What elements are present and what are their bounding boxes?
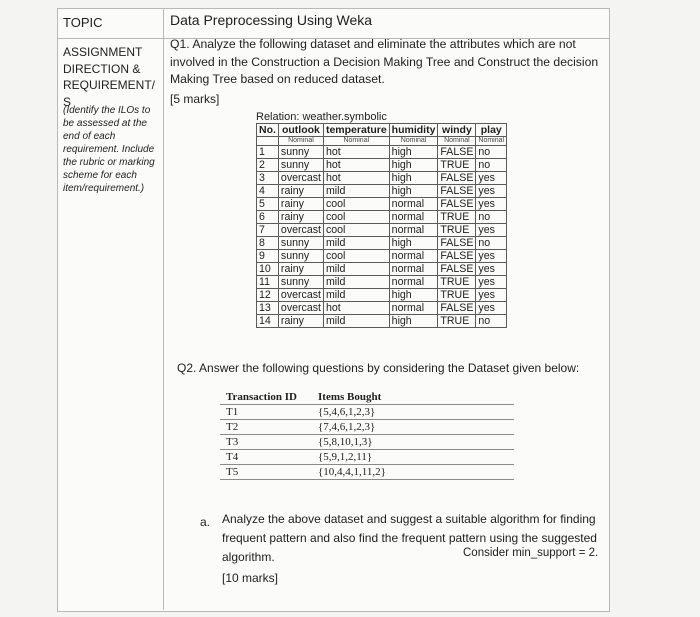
table-cell: 11 — [257, 276, 279, 289]
table-cell: no — [476, 159, 507, 172]
table-cell: TRUE — [438, 224, 476, 237]
table-cell: {5,9,1,2,11} — [312, 450, 514, 465]
table-cell: mild — [323, 289, 389, 302]
table-cell: 4 — [257, 185, 279, 198]
table-cell: FALSE — [438, 185, 476, 198]
table-cell: no — [476, 237, 507, 250]
table-cell: TRUE — [438, 315, 476, 328]
table-cell: normal — [389, 211, 438, 224]
column-type: Nominal — [278, 137, 323, 146]
table-cell: yes — [476, 185, 507, 198]
column-type: Nominal — [323, 137, 389, 146]
table-row — [257, 237, 507, 250]
table-cell: high — [389, 289, 438, 302]
table-cell: normal — [389, 263, 438, 276]
table-cell: hot — [323, 159, 389, 172]
column-type: Nominal — [438, 137, 476, 146]
question-2-text: Q2. Answer the following questions by considering the Dataset given below: — [177, 361, 580, 375]
table-cell: FALSE — [438, 198, 476, 211]
table-row — [257, 289, 507, 302]
table-cell: normal — [389, 276, 438, 289]
table-cell: rainy — [278, 198, 323, 211]
topic-title: Data Preprocessing Using Weka — [170, 12, 373, 28]
column-header: humidity — [389, 124, 438, 137]
table-cell: high — [389, 172, 438, 185]
table-cell: yes — [476, 172, 507, 185]
table-cell: normal — [389, 198, 438, 211]
table-cell: overcast — [278, 224, 323, 237]
table-cell: {5,4,6,1,2,3} — [312, 405, 514, 420]
table-cell: T5 — [220, 465, 312, 480]
table-cell: rainy — [278, 185, 323, 198]
table-cell: T2 — [220, 420, 312, 435]
question-1-marks: [5 marks] — [170, 92, 220, 106]
table-row — [257, 315, 507, 328]
table-cell: TRUE — [438, 276, 476, 289]
weather-header-row — [257, 124, 507, 137]
table-cell: 8 — [257, 237, 279, 250]
table-row — [257, 276, 507, 289]
column-type: Nominal — [476, 137, 507, 146]
table-cell: FALSE — [438, 250, 476, 263]
table-cell: yes — [476, 198, 507, 211]
table-cell: hot — [323, 302, 389, 315]
table-cell: high — [389, 185, 438, 198]
table-cell: TRUE — [438, 289, 476, 302]
table-row — [257, 250, 507, 263]
weather-type-row — [257, 137, 507, 146]
table-cell: yes — [476, 289, 507, 302]
table-cell: overcast — [278, 302, 323, 315]
table-cell: high — [389, 159, 438, 172]
table-cell: yes — [476, 276, 507, 289]
table-cell: cool — [323, 224, 389, 237]
table-cell: cool — [323, 250, 389, 263]
table-cell: yes — [476, 224, 507, 237]
column-divider — [163, 8, 164, 610]
table-cell: 1 — [257, 146, 279, 159]
table-cell: yes — [476, 250, 507, 263]
table-cell: 3 — [257, 172, 279, 185]
table-cell: FALSE — [438, 263, 476, 276]
table-cell: normal — [389, 250, 438, 263]
table-cell: sunny — [278, 276, 323, 289]
relation-title: Relation: weather.symbolic — [256, 111, 387, 123]
table-cell: TRUE — [438, 159, 476, 172]
column-header: Items Bought — [312, 390, 514, 405]
table-row — [220, 420, 514, 435]
table-cell: normal — [389, 224, 438, 237]
table-cell: high — [389, 237, 438, 250]
table-cell: sunny — [278, 159, 323, 172]
table-row — [257, 224, 507, 237]
topic-label: TOPIC — [63, 15, 103, 30]
table-cell: 9 — [257, 250, 279, 263]
table-cell: 13 — [257, 302, 279, 315]
table-row — [257, 146, 507, 159]
table-cell: T4 — [220, 450, 312, 465]
table-cell: TRUE — [438, 211, 476, 224]
column-header: play — [476, 124, 507, 137]
table-cell: overcast — [278, 172, 323, 185]
table-cell: 2 — [257, 159, 279, 172]
table-cell: mild — [323, 263, 389, 276]
table-row — [257, 185, 507, 198]
column-header: Transaction ID — [220, 390, 312, 405]
table-row — [257, 302, 507, 315]
table-cell: FALSE — [438, 172, 476, 185]
table-row — [257, 198, 507, 211]
table-cell: normal — [389, 302, 438, 315]
table-cell: FALSE — [438, 237, 476, 250]
table-cell: 5 — [257, 198, 279, 211]
table-cell: high — [389, 315, 438, 328]
table-cell: FALSE — [438, 146, 476, 159]
table-cell: FALSE — [438, 302, 476, 315]
table-cell: cool — [323, 211, 389, 224]
table-cell: no — [476, 211, 507, 224]
table-cell: 10 — [257, 263, 279, 276]
table-cell: sunny — [278, 250, 323, 263]
table-row — [220, 465, 514, 480]
table-row — [257, 172, 507, 185]
table-cell: 12 — [257, 289, 279, 302]
column-header: temperature — [323, 124, 389, 137]
table-cell: overcast — [278, 289, 323, 302]
table-cell: yes — [476, 302, 507, 315]
weather-table — [256, 123, 507, 328]
table-cell: hot — [323, 146, 389, 159]
table-cell: T1 — [220, 405, 312, 420]
column-header: No. — [257, 124, 279, 137]
assignment-label: ASSIGNMENT DIRECTION & REQUIREMENT/ S — [63, 45, 156, 109]
table-cell: sunny — [278, 237, 323, 250]
table-cell: rainy — [278, 211, 323, 224]
transaction-header-row — [220, 390, 514, 405]
table-cell: yes — [476, 263, 507, 276]
min-support-note: Consider min_support = 2. — [463, 547, 599, 559]
part-a-text: Analyze the above dataset and suggest a suitable algorithm for finding frequent pattern and also find the frequent pattern using the suggested algorithm. — [222, 512, 597, 564]
table-cell: cool — [323, 198, 389, 211]
table-cell: no — [476, 146, 507, 159]
table-cell: {5,8,10,1,3} — [312, 435, 514, 450]
table-cell: mild — [323, 237, 389, 250]
table-cell: {7,4,6,1,2,3} — [312, 420, 514, 435]
table-cell: no — [476, 315, 507, 328]
column-header: outlook — [278, 124, 323, 137]
part-a-label: a. — [200, 515, 211, 529]
question-2-marks: [10 marks] — [222, 571, 279, 585]
table-cell: hot — [323, 172, 389, 185]
column-header: windy — [438, 124, 476, 137]
table-cell: 7 — [257, 224, 279, 237]
table-row — [220, 405, 514, 420]
table-row — [220, 435, 514, 450]
table-cell: rainy — [278, 315, 323, 328]
table-cell: rainy — [278, 263, 323, 276]
table-cell: 6 — [257, 211, 279, 224]
assignment-note: (Identify the ILOs to be assessed at the end of each requirement. Include the rubric or marking scheme for each item/requirement.) — [63, 105, 155, 194]
table-row — [257, 263, 507, 276]
table-row — [220, 450, 514, 465]
table-cell: mild — [323, 315, 389, 328]
table-cell: 14 — [257, 315, 279, 328]
table-row — [257, 159, 507, 172]
table-cell: high — [389, 146, 438, 159]
column-type — [257, 137, 279, 146]
table-cell: sunny — [278, 146, 323, 159]
transaction-table — [220, 390, 514, 480]
table-cell: T3 — [220, 435, 312, 450]
question-1-text: Q1. Analyze the following dataset and eliminate the attributes which are not involved in the Construction a Decision Making Tree and Construct the decision Making Tree based on reduced dataset. — [170, 37, 599, 86]
table-cell: mild — [323, 185, 389, 198]
table-row — [257, 211, 507, 224]
table-cell: mild — [323, 276, 389, 289]
table-cell: {10,4,4,1,11,2} — [312, 465, 514, 480]
column-type: Nominal — [389, 137, 438, 146]
